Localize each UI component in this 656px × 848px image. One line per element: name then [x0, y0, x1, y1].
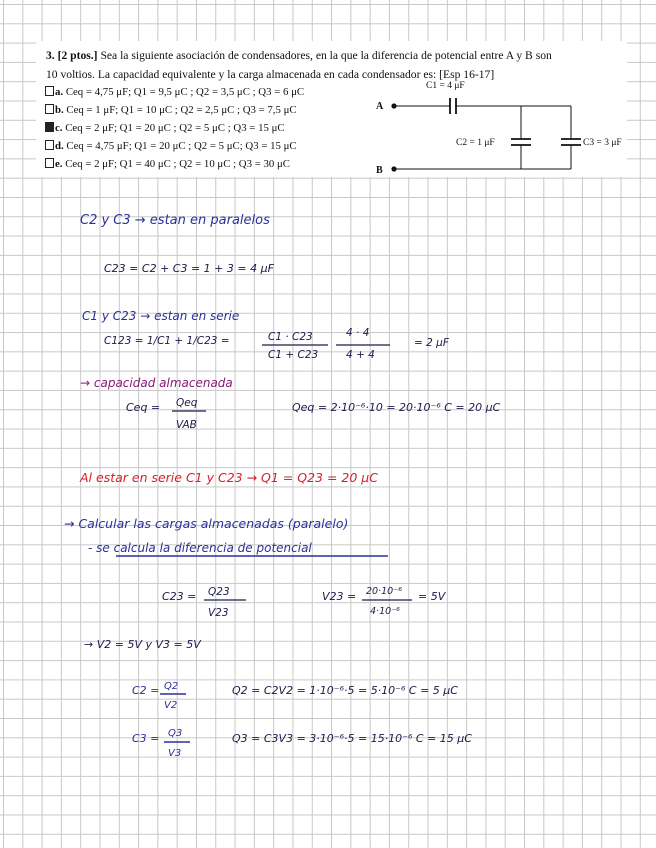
work-v23-label: V23 = — [322, 590, 357, 603]
c1-label: C1 = 4 μF — [426, 81, 465, 91]
work-series-statement: C1 y C23 → estan en serie — [82, 309, 240, 323]
option-text: Ceq = 2 μF; Q1 = 40 μC ; Q2 = 10 μC ; Q3 = 30 μC — [65, 158, 290, 170]
question-points: [2 ptos.] — [57, 49, 98, 62]
work-stored-capacity-heading: → capacidad almacenada — [80, 376, 233, 390]
work-qeq-calculation: Qeq = 2·10⁻⁶·10 = 20·10⁻⁶ C = 20 μC — [292, 401, 501, 414]
work-c123-numerator: C1 · C23 — [268, 331, 313, 343]
work-parallel-statement: C2 y C3 → estan en paralelos — [80, 213, 270, 228]
work-v23-numerator: 20·10⁻⁶ — [366, 586, 403, 597]
work-v23-denominator: 4·10⁻⁶ — [370, 606, 400, 617]
work-ceq-label: Ceq = — [126, 401, 161, 414]
work-c123-num-values: 4 · 4 — [346, 327, 370, 339]
question-text-2: 10 voltios. La capacidad equivalente y la carga almacenada en cada condensador es: [Esp 16-17] — [46, 68, 495, 81]
option-text: Ceq = 4,75 μF; Q1 = 9,5 μC ; Q2 = 3,5 μC ; Q3 = 6 μC — [65, 86, 305, 98]
work-c123-formula-start: C123 = 1/C1 + 1/C23 = — [104, 335, 230, 347]
work-c3-def-denominator: V3 — [168, 748, 182, 759]
c3-label: C3 = 3 μF — [583, 138, 622, 148]
option-text: Ceq = 4,75 μF; Q1 = 20 μC ; Q2 = 5 μC; Q3 = 15 μC — [66, 140, 297, 152]
option-letter: a. — [55, 86, 64, 98]
c2-label: C2 = 1 μF — [456, 138, 495, 148]
work-c23-sum: C23 = C2 + C3 = 1 + 3 = 4 μF — [104, 262, 274, 275]
work-ceq-numerator: Qeq — [176, 397, 198, 409]
question-text-1: Sea la siguiente asociación de condensadores, en la que la diferencia de potencial entre A y B son — [100, 49, 552, 62]
work-c23-def-denominator: V23 — [208, 607, 229, 619]
work-voltages-equal: → V2 = 5V y V3 = 5V — [84, 638, 201, 651]
node-b-label: B — [376, 165, 383, 176]
work-q3-calculation: Q3 = C3V3 = 3·10⁻⁶·5 = 15·10⁻⁶ C = 15 μC — [232, 732, 472, 745]
work-c123-result: = 2 μF — [414, 337, 449, 349]
work-c2-def-numerator: Q2 — [164, 681, 179, 692]
work-q2-calculation: Q2 = C2V2 = 1·10⁻⁶·5 = 5·10⁻⁶ C = 5 μC — [232, 684, 458, 697]
work-c3-def-numerator: Q3 — [168, 728, 183, 739]
work-c123-denominator: C1 + C23 — [268, 349, 319, 361]
work-c123-den-values: 4 + 4 — [346, 349, 375, 361]
work-potential-difference-note: - se calcula la diferencia de potencial — [88, 541, 312, 555]
node-a-label: A — [376, 101, 384, 112]
option-letter: c. — [55, 122, 63, 134]
work-c2-def-denominator: V2 — [164, 700, 178, 711]
work-v23-result: = 5V — [418, 590, 446, 603]
option-letter: b. — [55, 104, 64, 116]
option-text: Ceq = 2 μF; Q1 = 20 μC ; Q2 = 5 μC ; Q3 = 15 μC — [65, 122, 285, 134]
work-ceq-denominator: VAB — [176, 419, 197, 431]
work-c2-def-label: C2 = — [132, 684, 160, 697]
option-text: Ceq = 1 μF; Q1 = 10 μC ; Q2 = 2,5 μC ; Q3 = 7,5 μC — [66, 104, 297, 116]
work-series-charge-statement: Al estar en serie C1 y C23 → Q1 = Q23 = 20 μC — [80, 470, 378, 485]
option-letter: d. — [55, 140, 64, 152]
option-letter: e. — [55, 158, 63, 170]
question-number: 3. — [46, 49, 55, 62]
work-parallel-charges-heading: → Calcular las cargas almacenadas (paralelo) — [64, 516, 349, 531]
work-c23-def-label: C23 = — [162, 590, 197, 603]
work-c3-def-label: C3 = — [132, 732, 160, 745]
work-c23-def-numerator: Q23 — [208, 586, 230, 598]
